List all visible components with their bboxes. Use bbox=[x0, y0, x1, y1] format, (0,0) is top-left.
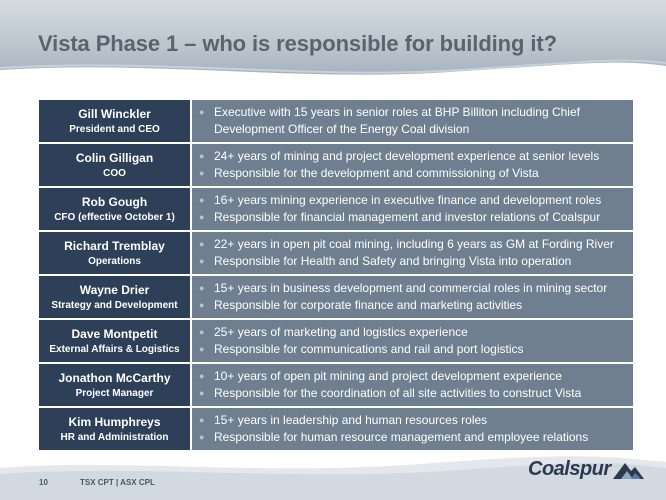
person-name: Colin Gilligan bbox=[75, 150, 154, 165]
bullet-icon: ● bbox=[199, 327, 205, 337]
bullet-text: 16+ years mining experience in executive finance and development roles bbox=[214, 193, 602, 207]
experience-cell bbox=[192, 188, 633, 230]
bullet-item bbox=[199, 236, 633, 253]
table-row bbox=[39, 364, 633, 406]
person-name: Rob Gough bbox=[81, 194, 148, 209]
bullet-icon: ● bbox=[199, 195, 205, 205]
bullet-item bbox=[199, 297, 633, 314]
experience-cell bbox=[192, 276, 633, 318]
table-row bbox=[39, 276, 633, 318]
bullet-icon: ● bbox=[199, 344, 205, 354]
bullet-text: Responsible for corporate finance and marketing activities bbox=[214, 298, 523, 312]
person-cell bbox=[39, 100, 190, 142]
experience-cell bbox=[192, 100, 633, 142]
person-role: President and CEO bbox=[69, 123, 160, 135]
bullet-icon: ● bbox=[199, 168, 205, 178]
bullet-text: 10+ years of open pit mining and project development experience bbox=[214, 369, 562, 383]
bullet-text: Responsible for financial management and investor relations of Coalspur bbox=[214, 210, 601, 224]
bullet-text: Responsible for human resource management and employee relations bbox=[214, 430, 589, 444]
bullet-text: Responsible for the coordination of all site activities to construct Vista bbox=[214, 386, 582, 400]
bullet-item bbox=[199, 368, 633, 385]
person-role: HR and Administration bbox=[60, 431, 169, 443]
table-row bbox=[39, 188, 633, 230]
logo-text: Coalspur bbox=[528, 458, 611, 480]
bullet-text: 24+ years of mining and project development experience at senior levels bbox=[214, 149, 600, 163]
bullet-icon: ● bbox=[199, 415, 205, 425]
bullet-icon: ● bbox=[199, 239, 205, 249]
person-name: Wayne Drier bbox=[79, 282, 150, 297]
person-cell bbox=[39, 232, 190, 274]
person-cell bbox=[39, 320, 190, 362]
table-row bbox=[39, 408, 633, 450]
person-name: Kim Humphreys bbox=[68, 414, 161, 429]
mountain-icon bbox=[611, 459, 645, 481]
person-role: Strategy and Development bbox=[51, 299, 178, 311]
bullet-item bbox=[199, 385, 633, 402]
bullet-icon: ● bbox=[199, 388, 205, 398]
person-cell bbox=[39, 408, 190, 450]
team-table bbox=[39, 100, 633, 450]
bullet-icon: ● bbox=[199, 107, 205, 117]
table-row bbox=[39, 100, 633, 142]
bullet-text: Executive with 15 years in senior roles at BHP Billiton including Chief bbox=[214, 105, 580, 119]
table-row bbox=[39, 144, 633, 186]
bullet-item bbox=[199, 253, 633, 270]
bullet-text: 15+ years in business development and commercial roles in mining sector bbox=[214, 281, 608, 295]
table-row bbox=[39, 320, 633, 362]
company-logo bbox=[528, 458, 645, 481]
person-name: Jonathon McCarthy bbox=[58, 370, 171, 385]
person-role: CFO (effective October 1) bbox=[54, 211, 175, 223]
bullet-icon: ● bbox=[199, 151, 205, 161]
bullet-text: Responsible for Health and Safety and bringing Vista into operation bbox=[214, 254, 572, 268]
bullet-text: 15+ years in leadership and human resources roles bbox=[214, 413, 488, 427]
table-row bbox=[39, 232, 633, 274]
bullet-text: Responsible for communications and rail and port logistics bbox=[214, 342, 524, 356]
bullet-text-continued: Development Officer of the Energy Coal division bbox=[214, 122, 470, 136]
person-name: Richard Tremblay bbox=[64, 238, 165, 253]
page-number: 10 bbox=[39, 478, 48, 487]
bullet-text: 25+ years of marketing and logistics experience bbox=[214, 325, 468, 339]
experience-cell bbox=[192, 144, 633, 186]
person-cell bbox=[39, 276, 190, 318]
experience-cell bbox=[192, 320, 633, 362]
bullet-icon: ● bbox=[199, 432, 205, 442]
person-name: Gill Winckler bbox=[78, 106, 151, 121]
bullet-item bbox=[199, 209, 633, 226]
person-role: Operations bbox=[88, 255, 141, 267]
bullet-text: Responsible for the development and commissioning of Vista bbox=[214, 166, 539, 180]
bullet-icon: ● bbox=[199, 283, 205, 293]
bullet-item bbox=[199, 412, 633, 429]
bullet-item bbox=[199, 104, 633, 121]
person-name: Dave Montpetit bbox=[71, 326, 158, 341]
person-cell bbox=[39, 364, 190, 406]
bullet-item bbox=[199, 148, 633, 165]
bullet-item bbox=[199, 165, 633, 182]
bullet-icon: ● bbox=[199, 212, 205, 222]
bullet-icon: ● bbox=[199, 256, 205, 266]
slide-title: Vista Phase 1 – who is responsible for building it? bbox=[38, 31, 557, 56]
person-role: COO bbox=[103, 167, 126, 179]
person-cell bbox=[39, 188, 190, 230]
experience-cell bbox=[192, 364, 633, 406]
bullet-icon: ● bbox=[199, 300, 205, 310]
bullet-item bbox=[199, 192, 633, 209]
experience-cell bbox=[192, 232, 633, 274]
person-role: Project Manager bbox=[75, 387, 154, 399]
bullet-item bbox=[199, 341, 633, 358]
bullet-icon: ● bbox=[199, 371, 205, 381]
person-cell bbox=[39, 144, 190, 186]
bullet-item bbox=[199, 280, 633, 297]
bullet-item bbox=[199, 324, 633, 341]
stock-ticker: TSX CPT | ASX CPL bbox=[80, 478, 155, 487]
bullet-item bbox=[199, 429, 633, 446]
bullet-text: 22+ years in open pit coal mining, including 6 years as GM at Fording River bbox=[214, 237, 614, 251]
person-role: External Affairs & Logistics bbox=[49, 343, 180, 355]
experience-cell bbox=[192, 408, 633, 450]
